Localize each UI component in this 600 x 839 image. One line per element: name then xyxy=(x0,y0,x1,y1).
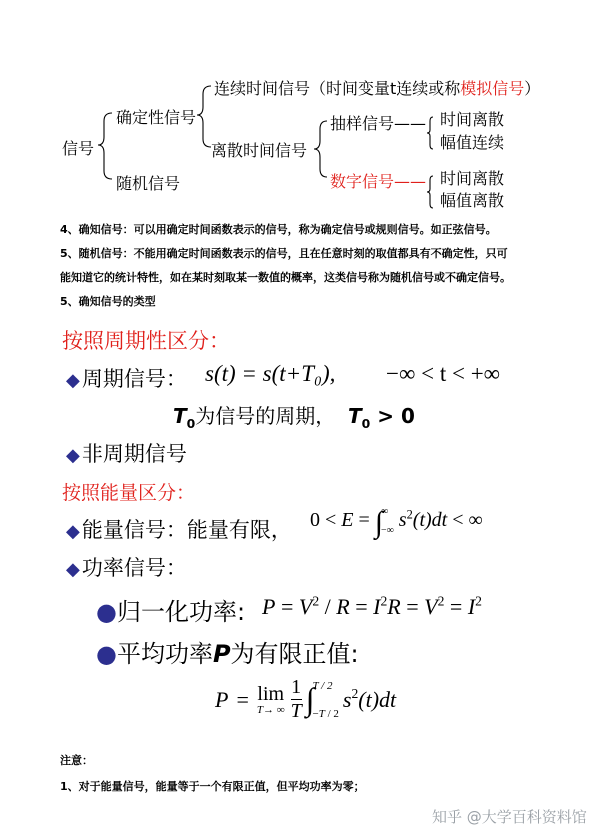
note-line-4: 4、确知信号：可以用确定时间函数表示的信号，称为确定信号或规则信号。如正弦信号。 xyxy=(60,223,497,236)
tree-digital-desc-2: 幅值离散 xyxy=(440,191,505,210)
period-symbol: T xyxy=(173,404,187,428)
bullet-aperiodic xyxy=(66,438,187,468)
note-line-5b: 能知道它的统计特性，如在某时刻取某一数值的概率，这类信号称为随机信号或不确定信号。 xyxy=(60,271,511,284)
average-power-label-a: 平均功率 xyxy=(116,640,213,668)
periodic-condition: −∞ < t < +∞ xyxy=(386,361,501,386)
dot-bullet-icon: ● xyxy=(96,598,117,626)
average-power-formula: P = lim T→ ∞ $\frac{1}{T}$ ∫ T / 2 −T / 2 s 2 (t)dt xyxy=(215,676,397,722)
period-symbol-2: T xyxy=(348,404,362,428)
diamond-bullet-icon: ◆ xyxy=(66,559,80,580)
tree-sampled-desc-1: 时间离散 xyxy=(440,110,505,129)
normalized-power-row xyxy=(96,592,245,627)
tree-sampled-desc-2: 幅值连续 xyxy=(440,133,505,152)
tree-continuous-text: 连续时间信号（时间变量t连续或称 xyxy=(214,79,461,98)
period-symbol-sub: 0 xyxy=(186,416,196,431)
heading-energy: 按照能量区分： xyxy=(62,482,196,504)
dot-bullet-icon: ● xyxy=(96,640,117,668)
aperiodic-label: 非周期信号 xyxy=(81,442,187,466)
tree-discrete: 离散时间信号 xyxy=(211,141,308,160)
note-line-5c: 5、确知信号的类型 xyxy=(60,295,156,308)
bullet-power-signal xyxy=(66,552,187,582)
tree-deterministic: 确定性信号 xyxy=(116,108,197,127)
bullet-energy-signal xyxy=(66,514,292,544)
energy-signal-label: 能量信号：能量有限， xyxy=(81,518,292,542)
diamond-bullet-icon: ◆ xyxy=(66,445,80,466)
tree-digital: 数字信号—— xyxy=(330,172,427,191)
watermark: 知乎 @大学百科资料馆 xyxy=(432,808,587,826)
tree-root: 信号 xyxy=(62,139,95,158)
normalized-power-label: 归一化功率: xyxy=(116,598,246,626)
average-power-row xyxy=(96,634,359,669)
average-power-label-b: 为有限正值: xyxy=(230,640,359,668)
period-positive: > 0 xyxy=(370,404,415,428)
periodic-label: 周期信号： xyxy=(81,367,187,391)
tree-continuous xyxy=(214,76,540,99)
average-power-symbol: P xyxy=(212,640,231,668)
energy-formula: 0 < E = ∫ ∞ −∞ $s^2(t)dt$ < ∞ xyxy=(310,506,483,539)
power-signal-label: 功率信号： xyxy=(81,556,187,580)
tree-digital-desc-1: 时间离散 xyxy=(440,169,505,188)
tree-sampled: 抽样信号—— xyxy=(330,114,427,133)
period-symbol-sub-2: 0 xyxy=(361,416,371,431)
tree-continuous-end: ） xyxy=(524,79,541,98)
normalized-power-formula: $P = V^2 / R = I^2R = V^2 = I^2$ xyxy=(262,593,482,619)
diamond-bullet-icon: ◆ xyxy=(66,370,80,391)
period-note xyxy=(173,400,415,429)
bullet-periodic xyxy=(66,363,187,393)
diamond-bullet-icon: ◆ xyxy=(66,521,80,542)
tree-random: 随机信号 xyxy=(116,174,181,193)
heading-periodicity: 按照周期性区分： xyxy=(62,329,230,353)
periodic-formula: s(t) = s(t+T₀), xyxy=(205,361,336,386)
attention-line-1: 1、对于能量信号，能量等于一个有限正值，但平均功率为零； xyxy=(60,780,365,793)
tree-brackets xyxy=(0,0,600,210)
note-line-5a: 5、随机信号：不能用确定时间函数表示的信号，且在任意时刻的取值都具有不确定性，只可 xyxy=(60,247,508,260)
attention-title: 注意： xyxy=(60,754,93,767)
tree-analog-signal: 模拟信号 xyxy=(460,79,525,98)
period-note-text: 为信号的周期， xyxy=(195,404,336,428)
